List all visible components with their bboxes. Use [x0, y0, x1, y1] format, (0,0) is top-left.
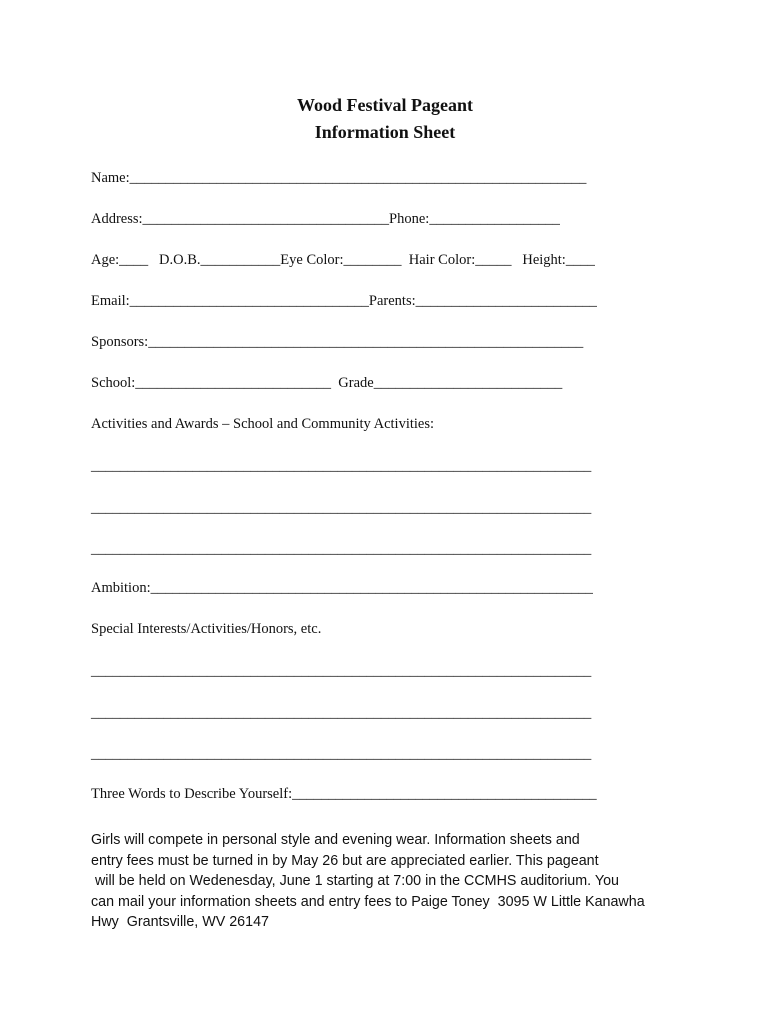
activities-blank-line[interactable]: _____________________________________________________________________: [91, 500, 592, 516]
email-parents-field-line[interactable]: Email:_________________________________Parents:_________________________: [91, 293, 597, 309]
notice-text-line: can mail your information sheets and entry fees to Paige Toney 3095 W Little Kanawha: [91, 894, 645, 910]
notice-text-line: Hwy Grantsville, WV 26147: [91, 914, 269, 930]
interests-blank-line[interactable]: _____________________________________________________________________: [91, 746, 592, 762]
sponsors-field-line[interactable]: Sponsors:____________________________________________________________: [91, 334, 584, 350]
interests-blank-line[interactable]: _____________________________________________________________________: [91, 663, 592, 679]
age-dob-eye-hair-height-line[interactable]: Age:____ D.O.B.___________Eye Color:________ Hair Color:_____ Height:____: [91, 252, 595, 268]
interests-label: Special Interests/Activities/Honors, etc.: [91, 621, 322, 637]
address-phone-field-line[interactable]: Address:__________________________________Phone:__________________: [91, 211, 560, 227]
notice-text-line: Girls will compete in personal style and evening wear. Information sheets and: [91, 832, 580, 848]
activities-label: Activities and Awards – School and Community Activities:: [91, 416, 435, 432]
notice-text-line: will be held on Wedenesday, June 1 starting at 7:00 in the CCMHS auditorium. You: [91, 873, 619, 889]
interests-blank-line[interactable]: _____________________________________________________________________: [91, 705, 592, 721]
name-field-line[interactable]: Name:_______________________________________________________________: [91, 170, 587, 186]
form-subtitle: Information Sheet: [314, 122, 456, 142]
three-words-field-line[interactable]: Three Words to Describe Yourself:__________________________________________: [91, 786, 597, 802]
form-title: Wood Festival Pageant: [297, 95, 473, 115]
ambition-field-line[interactable]: Ambition:_____________________________________________________________: [91, 580, 593, 596]
notice-text-line: entry fees must be turned in by May 26 but are appreciated earlier. This pageant: [91, 853, 599, 869]
activities-blank-line[interactable]: _____________________________________________________________________: [91, 541, 592, 557]
school-grade-field-line[interactable]: School:___________________________ Grade__________________________: [91, 375, 563, 391]
activities-blank-line[interactable]: _____________________________________________________________________: [91, 458, 592, 474]
